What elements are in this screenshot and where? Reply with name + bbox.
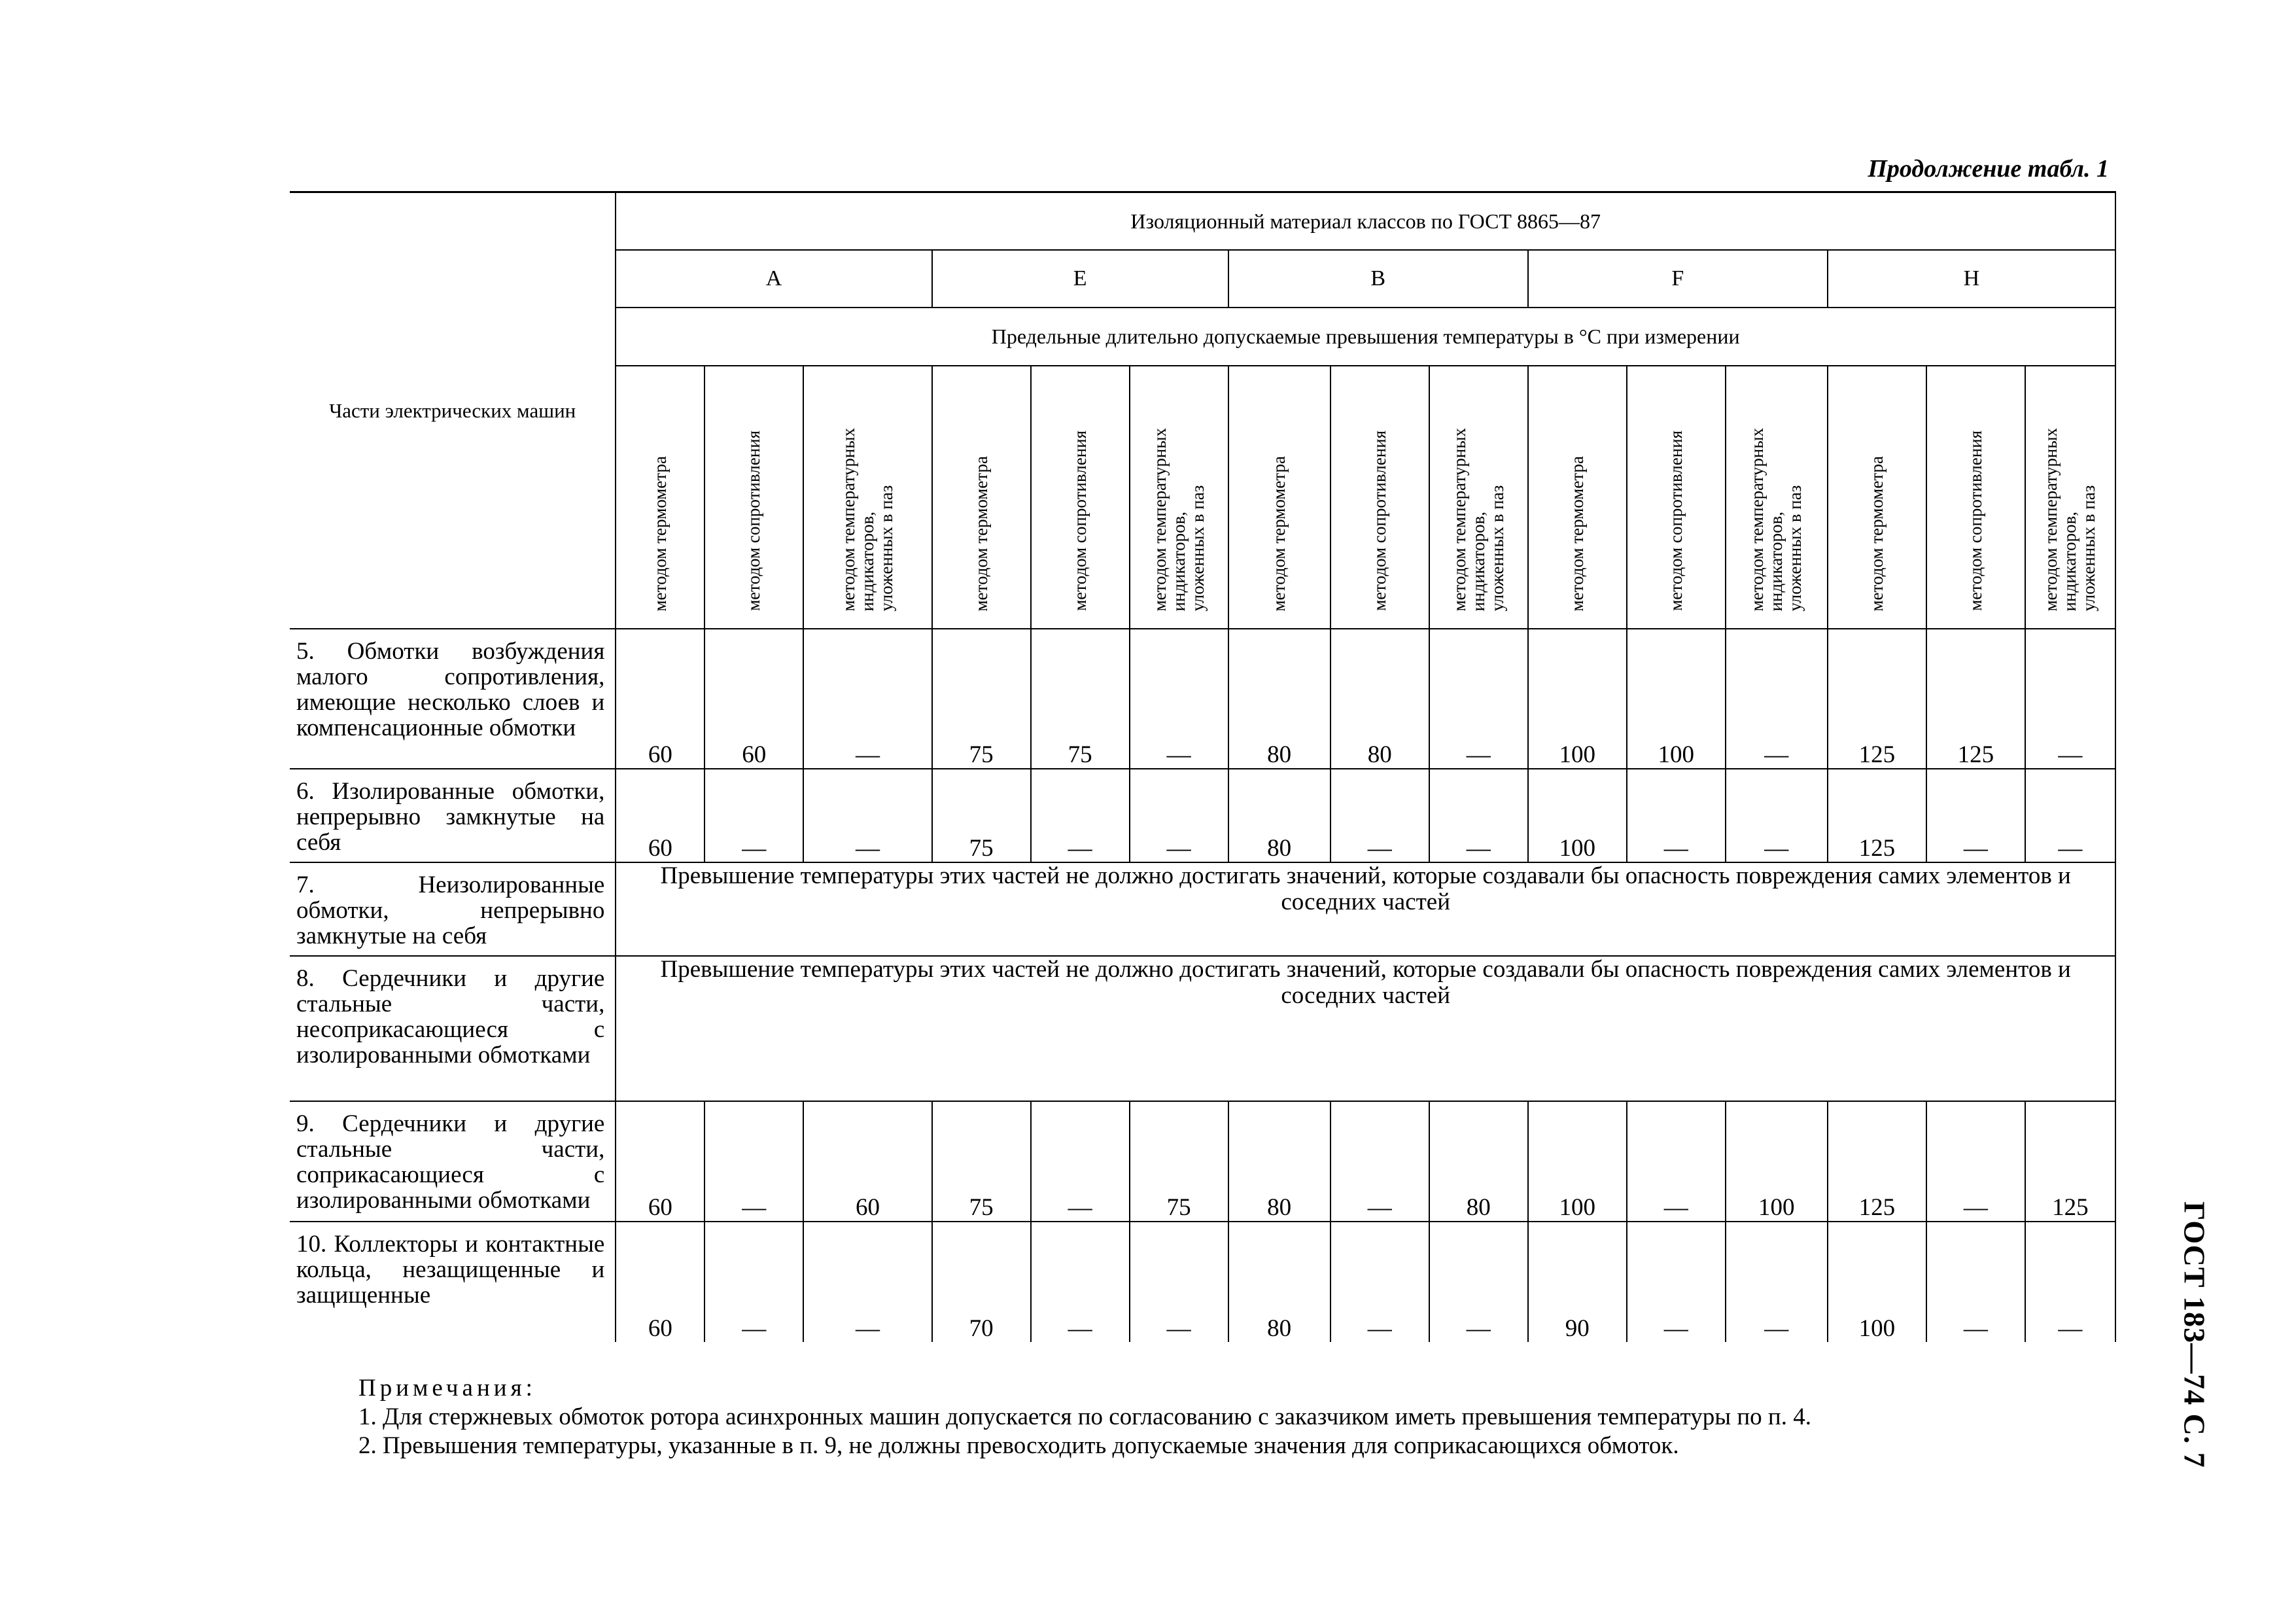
value-cell: — bbox=[1726, 629, 1828, 769]
value-cell: — bbox=[1429, 1222, 1528, 1342]
value-cell: 80 bbox=[1228, 629, 1331, 769]
value-cell: 80 bbox=[1429, 1101, 1528, 1222]
value-cell: 100 bbox=[1528, 1101, 1627, 1222]
value-cell: 125 bbox=[2025, 1101, 2115, 1222]
value-cell: — bbox=[1926, 1222, 2025, 1342]
method-label: методом сопротивления bbox=[1369, 431, 1389, 611]
table-row bbox=[290, 629, 2115, 769]
note-item-2: 2. Превышения температуры, указанные в п. 9, не должны превосходить допускаемые значения для соприкасающихся обмоток. bbox=[358, 1432, 1679, 1459]
value-cell: 125 bbox=[1926, 629, 2025, 769]
value-cell: — bbox=[803, 769, 931, 862]
value-cell: 100 bbox=[1528, 629, 1627, 769]
method-header-b-resistance bbox=[1331, 366, 1429, 629]
method-header-e-thermometer bbox=[932, 366, 1031, 629]
value-cell: — bbox=[1130, 1222, 1228, 1342]
method-header-h-indicators bbox=[2025, 366, 2115, 629]
value-cell: 125 bbox=[1828, 1101, 1926, 1222]
method-header-h-thermometer bbox=[1828, 366, 1926, 629]
method-header-h-resistance bbox=[1926, 366, 2025, 629]
value-cell: — bbox=[1726, 769, 1828, 862]
class-b-header: B bbox=[1228, 250, 1528, 308]
method-label: методом термометра bbox=[971, 455, 991, 611]
method-label: методом сопротивления bbox=[1070, 431, 1090, 611]
row-note-cell: Превышение температуры этих частей не должно достигать значений, которые создавали бы опасность повреждения самих элементов и соседних частей bbox=[616, 956, 2115, 1101]
value-cell: — bbox=[704, 1222, 803, 1342]
value-cell: — bbox=[1627, 1222, 1726, 1342]
value-cell: 100 bbox=[1627, 629, 1726, 769]
class-h-header: H bbox=[1828, 250, 2115, 308]
value-cell: 75 bbox=[932, 629, 1031, 769]
part-name-cell: 9. Сердечники и другие стальные части, соприкасающиеся с изолированными обмотками bbox=[290, 1101, 616, 1222]
value-cell: — bbox=[803, 1222, 931, 1342]
value-cell: — bbox=[1926, 769, 2025, 862]
value-cell: 100 bbox=[1828, 1222, 1926, 1342]
value-cell: — bbox=[704, 1101, 803, 1222]
value-cell: 75 bbox=[1031, 629, 1130, 769]
value-cell: — bbox=[1627, 1101, 1726, 1222]
value-cell: 125 bbox=[1828, 629, 1926, 769]
value-cell: 60 bbox=[803, 1101, 931, 1222]
value-cell: 90 bbox=[1528, 1222, 1627, 1342]
table-row bbox=[290, 1222, 2115, 1342]
method-label: методом сопротивления bbox=[1965, 431, 1985, 611]
notes-section bbox=[358, 1374, 1811, 1460]
part-name-cell: 10. Коллекторы и контактные кольца, незащищенные и защищенные bbox=[290, 1222, 616, 1342]
standard-page-label: ГОСТ 183—74 С. 7 bbox=[2178, 1201, 2212, 1468]
value-cell: — bbox=[803, 629, 931, 769]
value-cell: — bbox=[1331, 1101, 1429, 1222]
value-cell: 70 bbox=[932, 1222, 1031, 1342]
value-cell: 80 bbox=[1228, 769, 1331, 862]
part-name-cell: 5. Обмотки возбуждения малого сопротивления, имеющие несколько слоев и компенсационные обмотки bbox=[290, 629, 616, 769]
table-continuation-caption: Продолжение табл. 1 bbox=[1868, 155, 2109, 183]
value-cell: 80 bbox=[1228, 1222, 1331, 1342]
value-cell: — bbox=[1331, 769, 1429, 862]
value-cell: 60 bbox=[616, 1222, 704, 1342]
method-label: методом температурных индикаторов, уложенных в паз bbox=[1149, 427, 1208, 611]
method-label: методом термометра bbox=[1866, 455, 1887, 611]
method-header-a-indicators bbox=[803, 366, 931, 629]
value-cell: 125 bbox=[1828, 769, 1926, 862]
value-cell: 80 bbox=[1331, 629, 1429, 769]
temperature-limits-table bbox=[290, 191, 2116, 1342]
method-header-f-indicators bbox=[1726, 366, 1828, 629]
table-row bbox=[290, 1101, 2115, 1222]
value-cell: — bbox=[2025, 629, 2115, 769]
part-name-cell: 7. Неизолированные обмотки, непрерывно замкнутые на себя bbox=[290, 862, 616, 956]
value-cell: 100 bbox=[1528, 769, 1627, 862]
method-label: методом сопротивления bbox=[1665, 431, 1686, 611]
method-label: методом температурных индикаторов, уложенных в паз bbox=[2041, 427, 2099, 611]
value-cell: — bbox=[1130, 769, 1228, 862]
value-cell: — bbox=[1726, 1222, 1828, 1342]
value-cell: — bbox=[1031, 769, 1130, 862]
value-cell: — bbox=[1331, 1222, 1429, 1342]
value-cell: — bbox=[1130, 629, 1228, 769]
method-label: методом температурных индикаторов, уложенных в паз bbox=[1747, 427, 1805, 611]
method-header-e-indicators bbox=[1130, 366, 1228, 629]
class-e-header: E bbox=[932, 250, 1228, 308]
method-header-f-thermometer bbox=[1528, 366, 1627, 629]
method-header-b-indicators bbox=[1429, 366, 1528, 629]
method-header-a-thermometer bbox=[616, 366, 704, 629]
value-cell: — bbox=[1926, 1101, 2025, 1222]
method-header-e-resistance bbox=[1031, 366, 1130, 629]
method-label: методом сопротивления bbox=[744, 431, 764, 611]
method-label: методом термометра bbox=[1269, 455, 1289, 611]
value-cell: — bbox=[1429, 629, 1528, 769]
note-item-1: 1. Для стержневых обмоток ротора асинхронных машин допускается по согласованию с заказчиком иметь превышения температуры по п. 4. bbox=[358, 1403, 1811, 1430]
parts-column-header: Части электрических машин bbox=[290, 192, 616, 629]
method-header-f-resistance bbox=[1627, 366, 1726, 629]
table-row bbox=[290, 862, 2115, 956]
method-label: методом температурных индикаторов, уложенных в паз bbox=[838, 427, 896, 611]
part-name-cell: 6. Изолированные обмотки, непрерывно замкнутые на себя bbox=[290, 769, 616, 862]
notes-heading: Примечания: bbox=[358, 1375, 536, 1402]
table-row bbox=[290, 769, 2115, 862]
insulation-class-group-header: Изоляционный материал классов по ГОСТ 8865—87 bbox=[616, 192, 2115, 251]
value-cell: — bbox=[1429, 769, 1528, 862]
value-cell: 80 bbox=[1228, 1101, 1331, 1222]
value-cell: — bbox=[1031, 1222, 1130, 1342]
method-label: методом термометра bbox=[650, 455, 670, 611]
value-cell: — bbox=[704, 769, 803, 862]
value-cell: — bbox=[1627, 769, 1726, 862]
method-label: методом температурных индикаторов, уложенных в паз bbox=[1449, 427, 1507, 611]
value-cell: 100 bbox=[1726, 1101, 1828, 1222]
value-cell: 60 bbox=[616, 1101, 704, 1222]
temperature-rise-subheader: Предельные длительно допускаемые превышения температуры в °С при измерении bbox=[616, 308, 2115, 366]
method-header-a-resistance bbox=[704, 366, 803, 629]
method-header-b-thermometer bbox=[1228, 366, 1331, 629]
class-a-header: A bbox=[616, 250, 931, 308]
method-label: методом термометра bbox=[1567, 455, 1587, 611]
value-cell: 60 bbox=[616, 629, 704, 769]
value-cell: 60 bbox=[616, 769, 704, 862]
value-cell: 75 bbox=[1130, 1101, 1228, 1222]
class-f-header: F bbox=[1528, 250, 1828, 308]
value-cell: 75 bbox=[932, 1101, 1031, 1222]
row-note-cell: Превышение температуры этих частей не должно достигать значений, которые создавали бы опасность повреждения самих элементов и соседних частей bbox=[616, 862, 2115, 956]
part-name-cell: 8. Сердечники и другие стальные части, несоприкасающиеся с изолированными обмотками bbox=[290, 956, 616, 1101]
table-row bbox=[290, 956, 2115, 1101]
value-cell: — bbox=[2025, 1222, 2115, 1342]
value-cell: — bbox=[1031, 1101, 1130, 1222]
value-cell: 75 bbox=[932, 769, 1031, 862]
value-cell: — bbox=[2025, 769, 2115, 862]
value-cell: 60 bbox=[704, 629, 803, 769]
